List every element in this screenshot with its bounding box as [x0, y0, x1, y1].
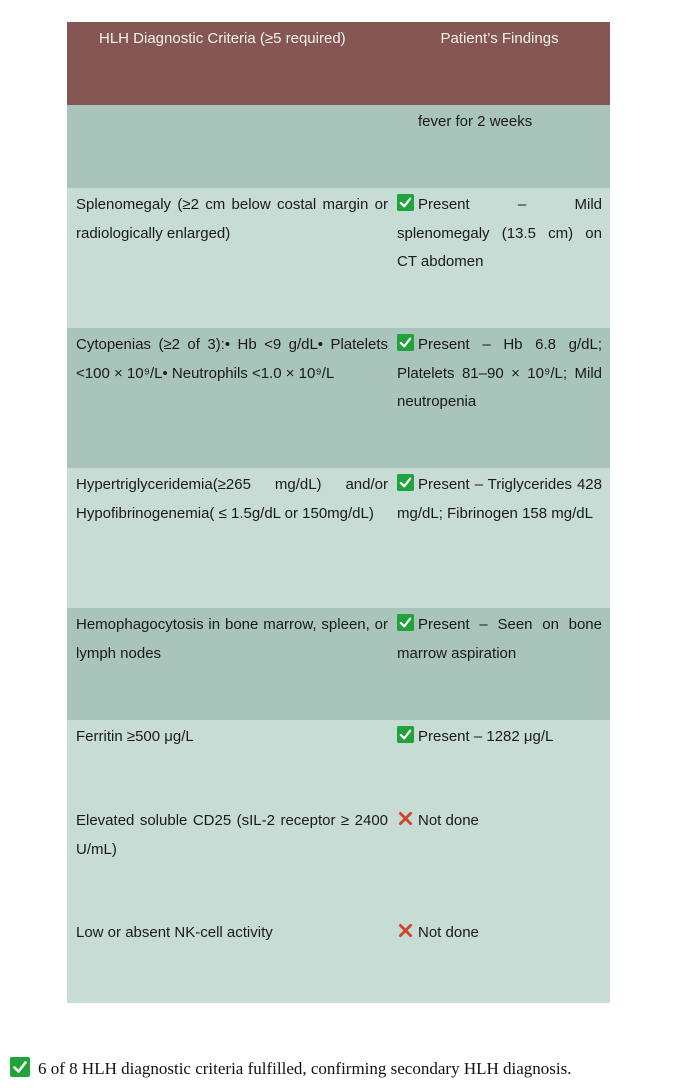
criterion-cell [67, 608, 397, 720]
finding-cell [397, 804, 610, 916]
finding-text: Not done [418, 812, 479, 829]
check-icon [397, 334, 414, 351]
table-row [67, 720, 610, 804]
check-icon [397, 474, 414, 491]
summary-footer [10, 1057, 571, 1079]
criterion-text: Hypertriglyceridemia(≥265 mg/dL) and/or Hypofibrinogenemia( ≤ 1.5g/dL or 150mg/dL) [76, 476, 388, 522]
table-row [67, 804, 610, 916]
header-findings: Patient’s Findings [397, 22, 610, 105]
table-row [67, 188, 610, 328]
criterion-cell [67, 720, 397, 804]
criterion-cell [67, 468, 397, 608]
finding-cell [397, 916, 610, 1003]
finding-cell [397, 328, 610, 468]
finding-text: Present – Hb 6.8 g/dL; Platelets 81–90 × 10⁹/L; Mild neutropenia [397, 336, 602, 410]
table-header-row [67, 22, 610, 105]
cross-icon [397, 922, 414, 939]
criterion-cell [67, 188, 397, 328]
criterion-text: Splenomegaly (≥2 cm below costal margin or radiologically enlarged) [76, 196, 388, 242]
criterion-text: Ferritin ≥500 μg/L [76, 728, 194, 745]
finding-text: fever for 2 weeks [418, 113, 533, 130]
finding-text: Present – Triglycerides 428 mg/dL; Fibrinogen 158 mg/dL [397, 476, 602, 522]
table-row [67, 608, 610, 720]
criterion-text: Cytopenias (≥2 of 3):• Hb <9 g/dL• Platelets <100 × 10⁹/L• Neutrophils <1.0 × 10⁹/L [76, 336, 388, 382]
criterion-cell [67, 105, 397, 188]
criterion-text: Hemophagocytosis in bone marrow, spleen, or lymph nodes [76, 616, 388, 662]
criterion-text: Elevated soluble CD25 (sIL-2 receptor ≥ 2400 U/mL) [76, 812, 388, 858]
header-criteria: HLH Diagnostic Criteria (≥5 required) [67, 22, 397, 105]
criterion-cell [67, 804, 397, 916]
finding-text: Not done [418, 924, 479, 941]
table-row [67, 105, 610, 188]
check-icon [397, 194, 414, 211]
finding-cell [397, 720, 610, 804]
criterion-cell [67, 328, 397, 468]
check-icon [397, 726, 414, 743]
finding-cell [397, 188, 610, 328]
finding-cell [397, 468, 610, 608]
finding-cell [397, 105, 610, 188]
table-row [67, 328, 610, 468]
table-row [67, 468, 610, 608]
criterion-text: Low or absent NK-cell activity [76, 924, 273, 941]
finding-cell [397, 608, 610, 720]
cross-icon [397, 810, 414, 827]
check-icon [10, 1057, 30, 1077]
check-icon [397, 614, 414, 631]
hlh-criteria-table [67, 22, 610, 1003]
table-row [67, 916, 610, 1003]
finding-text: Present – Seen on bone marrow aspiration [397, 616, 602, 662]
criterion-cell [67, 916, 397, 1003]
summary-text: 6 of 8 HLH diagnostic criteria fulfilled, confirming secondary HLH diagnosis. [38, 1059, 572, 1078]
finding-text: Present – Mild splenomegaly (13.5 cm) on CT abdomen [397, 196, 602, 270]
finding-text: Present – 1282 μg/L [418, 728, 554, 745]
